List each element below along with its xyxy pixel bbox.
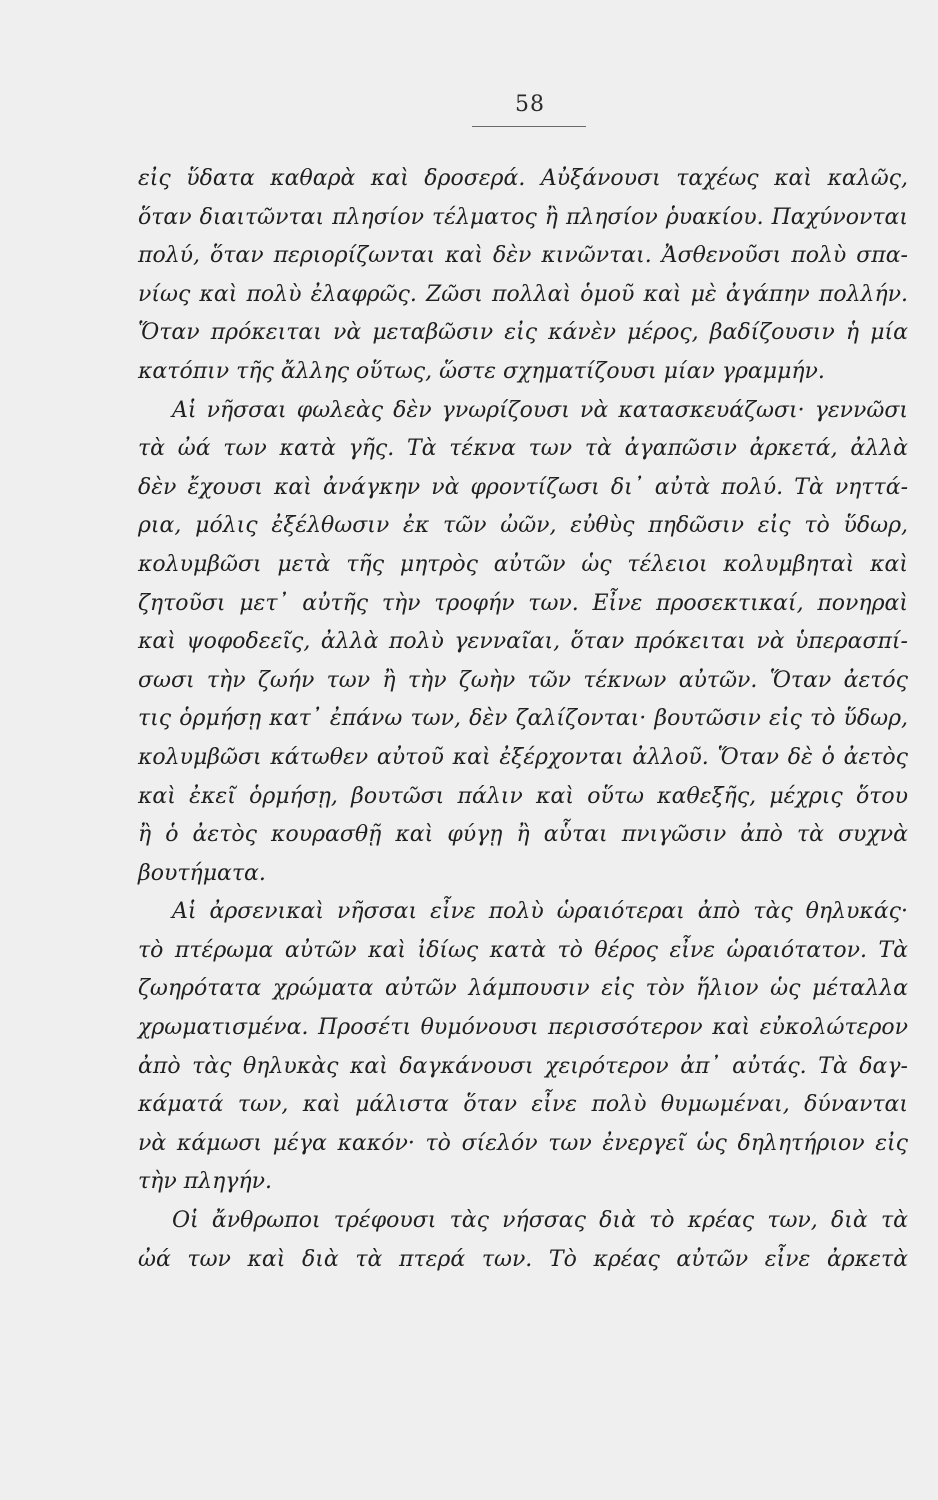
text-line: Οἱ ἄνθρωποι τρέφουσι τὰς νήσσας διὰ τὸ κρέας των, διὰ τὰ [172,1208,908,1234]
paragraph-3 [138,893,908,1202]
text-line: ἢ ὁ ἀετὸς κουρασθῇ καὶ φύγῃ ἢ αὗται πνιγῶσιν ἀπὸ τὰ συχνὰ [138,822,908,848]
text-line: ὠά των καὶ διὰ τὰ πτερά των. Τὸ κρέας αὐτῶν εἶνε ἀρκετὰ [138,1246,908,1272]
text-line: καὶ ἐκεῖ ὁρμήσῃ, βουτῶσι πάλιν καὶ οὕτω καθεξῆς, μέχρις ὅτου [138,783,908,809]
text-line: εἰς ὕδατα καθαρὰ καὶ δροσερά. Αὐξάνουσι ταχέως καὶ καλῶς, [138,166,908,191]
text-line: βουτήματα. [138,860,266,886]
text-line: νίως καὶ πολὺ ἐλαφρῶς. Ζῶσι πολλαὶ ὁμοῦ καὶ μὲ ἀγάπην πολλήν. [138,281,908,307]
text-line: ὅταν διαιτῶνται πλησίον τέλματος ἢ πλησίον ῥυακίου. Παχύνονται [138,204,908,230]
text-line: τις ὁρμήσῃ κατ᾽ ἐπάνω των, δὲν ζαλίζονται· βουτῶσιν εἰς τὸ ὕδωρ, [138,706,908,732]
text-line: ζωηρότατα χρώματα αὐτῶν λάμπουσιν εἰς τὸν ἥλιον ὡς μέταλλα [138,976,908,1002]
paragraph-4 [138,1202,908,1279]
paragraph-1 [138,160,908,392]
text-line: τὴν πληγήν. [138,1169,272,1195]
text-line: κολυμβῶσι κάτωθεν αὐτοῦ καὶ ἐξέρχονται ἀλλοῦ. Ὅταν δὲ ὁ ἀετὸς [138,744,908,770]
text-line: τὰ ὠά των κατὰ γῆς. Τὰ τέκνα των τὰ ἀγαπῶσιν ἀρκετά, ἀλλὰ [138,436,908,462]
page-number: 58 [515,92,545,117]
text-line: σωσι τὴν ζωήν των ἢ τὴν ζωὴν τῶν τέκνων αὐτῶν. Ὅταν ἀετός [138,667,908,693]
text-line: δὲν ἔχουσι καὶ ἀνάγκην νὰ φροντίζωσι δι᾽ αὐτὰ πολύ. Τὰ νηττά- [138,474,908,500]
text-line: ρια, μόλις ἐξέλθωσιν ἐκ τῶν ὠῶν, εὐθὺς πηδῶσιν εἰς τὸ ὕδωρ, [138,513,908,539]
text-line: τὸ πτέρωμα αὐτῶν καὶ ἰδίως κατὰ τὸ θέρος εἶνε ὡραιότατον. Τὰ [138,937,908,963]
text-line: καὶ ψοφοδεεῖς, ἀλλὰ πολὺ γενναῖαι, ὅταν πρόκειται νὰ ὑπερασπί- [138,629,908,655]
text-line: Αἱ νῆσσαι φωλεὰς δὲν γνωρίζουσι νὰ κατασκευάζωσι· γεννῶσι [172,397,908,423]
text-line: χρωματισμένα. Προσέτι θυμόνουσι περισσότερον καὶ εὐκολώτερον [138,1015,908,1041]
text-line: Αἱ ἀρσενικαὶ νῆσσαι εἶνε πολὺ ὡραιότεραι ἀπὸ τὰς θηλυκάς· [172,899,908,925]
text-line: πολύ, ὅταν περιορίζωνται καὶ δὲν κινῶνται. Ἀσθενοῦσι πολὺ σπα- [138,243,908,269]
text-line: κολυμβῶσι μετὰ τῆς μητρὸς αὐτῶν ὡς τέλειοι κολυμβηταὶ καὶ [138,551,908,577]
text-line: νὰ κάμωσι μέγα κακόν· τὸ σίελόν των ἐνεργεῖ ὡς δηλητήριον εἰς [138,1130,908,1156]
header-rule [472,126,586,127]
text-line: κατόπιν τῆς ἄλλης οὕτως, ὥστε σχηματίζουσι μίαν γραμμήν. [138,358,825,384]
text-line: ἀπὸ τὰς θηλυκὰς καὶ δαγκάνουσι χειρότερον ἀπ᾽ αὐτάς. Τὰ δαγ- [138,1053,908,1079]
text-line: ζητοῦσι μετ᾽ αὐτῆς τὴν τροφήν των. Εἶνε προσεκτικαί, πονηραὶ [138,590,908,616]
body-text [138,160,908,1279]
paragraph-2 [138,392,908,894]
text-line: Ὅταν πρόκειται νὰ μεταβῶσιν εἰς κάνὲν μέρος, βαδίζουσιν ἡ μία [138,320,908,346]
text-line: κάματά των, καὶ μάλιστα ὅταν εἶνε πολὺ θυμωμέναι, δύνανται [138,1092,908,1118]
